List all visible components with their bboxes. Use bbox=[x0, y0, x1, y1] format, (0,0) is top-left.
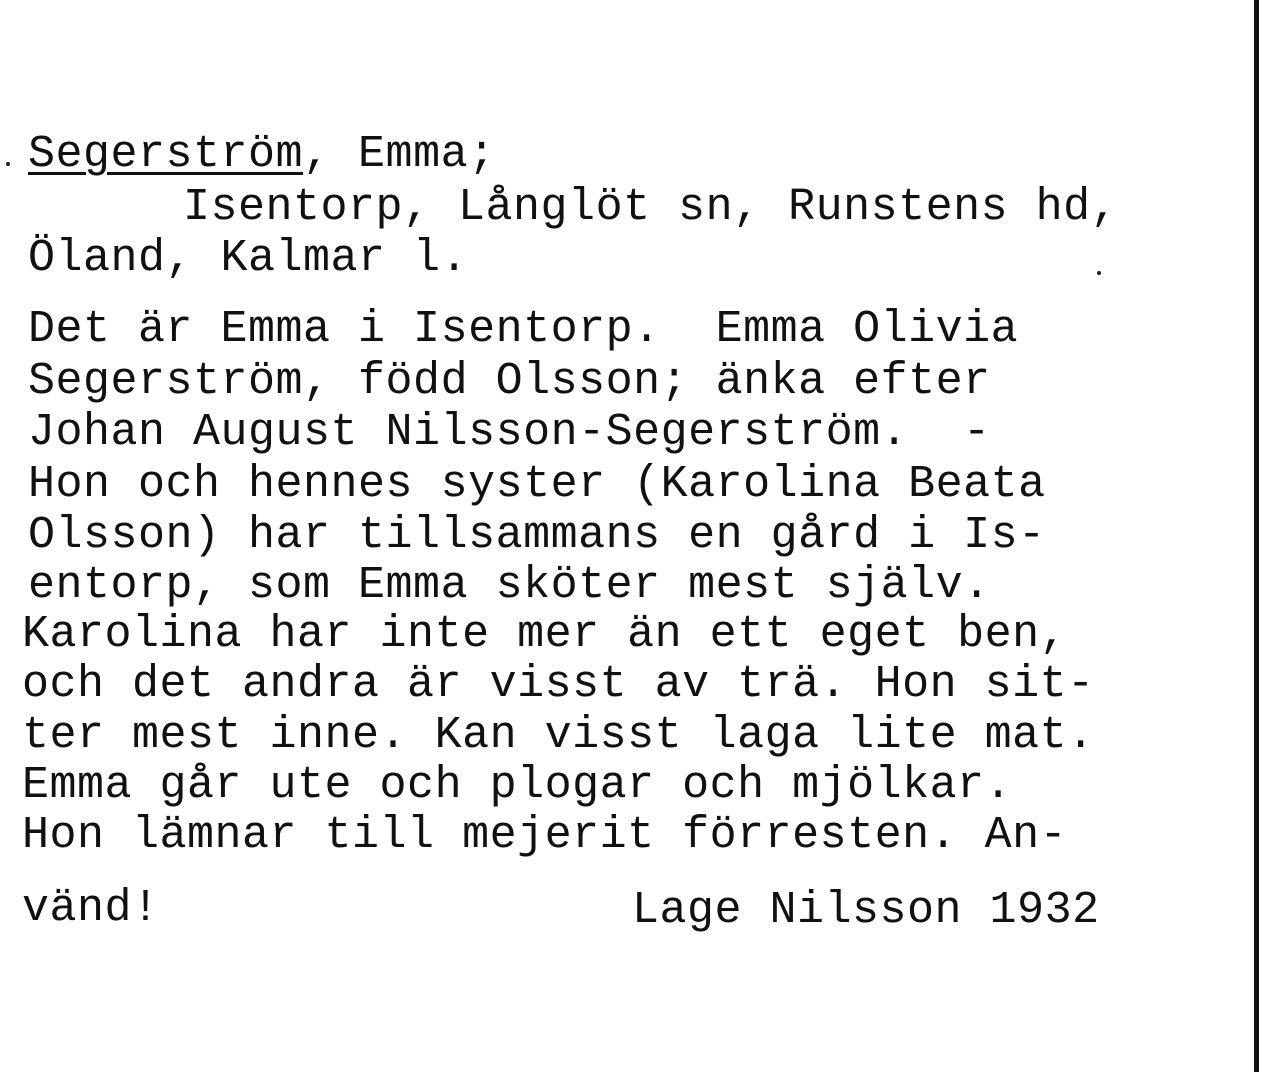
body-line: Johan August Nilsson-Segerström. - bbox=[28, 407, 991, 458]
given-name: , Emma; bbox=[303, 129, 496, 180]
stray-dot-mark bbox=[1097, 271, 1101, 275]
header-name-line bbox=[28, 130, 496, 180]
body-line: Hon lämnar till mejerit förresten. An- bbox=[22, 810, 1068, 861]
place-line-2: Öland, Kalmar l. bbox=[28, 233, 469, 284]
surname: Segerström bbox=[28, 129, 304, 180]
body-line: entorp, som Emma sköter mest själv. bbox=[28, 560, 991, 611]
body-line: ter mest inne. Kan visst laga lite mat. bbox=[22, 710, 1095, 761]
body-line: Emma går ute och plogar och mjölkar. bbox=[22, 760, 1013, 811]
signature: Lage Nilsson 1932 bbox=[632, 885, 1100, 936]
body-line: Olsson) har tillsammans en gård i Is- bbox=[28, 510, 1046, 561]
body-line: och det andra är visst av trä. Hon sit- bbox=[22, 659, 1095, 710]
body-line: Segerström, född Olsson; änka efter bbox=[28, 356, 991, 407]
place-line-1: Isentorp, Långlöt sn, Runstens hd, bbox=[183, 182, 1119, 233]
body-line: Hon och hennes syster (Karolina Beata bbox=[28, 459, 1046, 510]
closing-word: vänd! bbox=[22, 883, 160, 934]
body-line: Karolina har inte mer än ett eget ben, bbox=[22, 609, 1068, 660]
card-edge-border bbox=[1254, 0, 1259, 1072]
body-line: Det är Emma i Isentorp. Emma Olivia bbox=[28, 304, 1019, 355]
margin-dot-mark bbox=[6, 162, 10, 166]
